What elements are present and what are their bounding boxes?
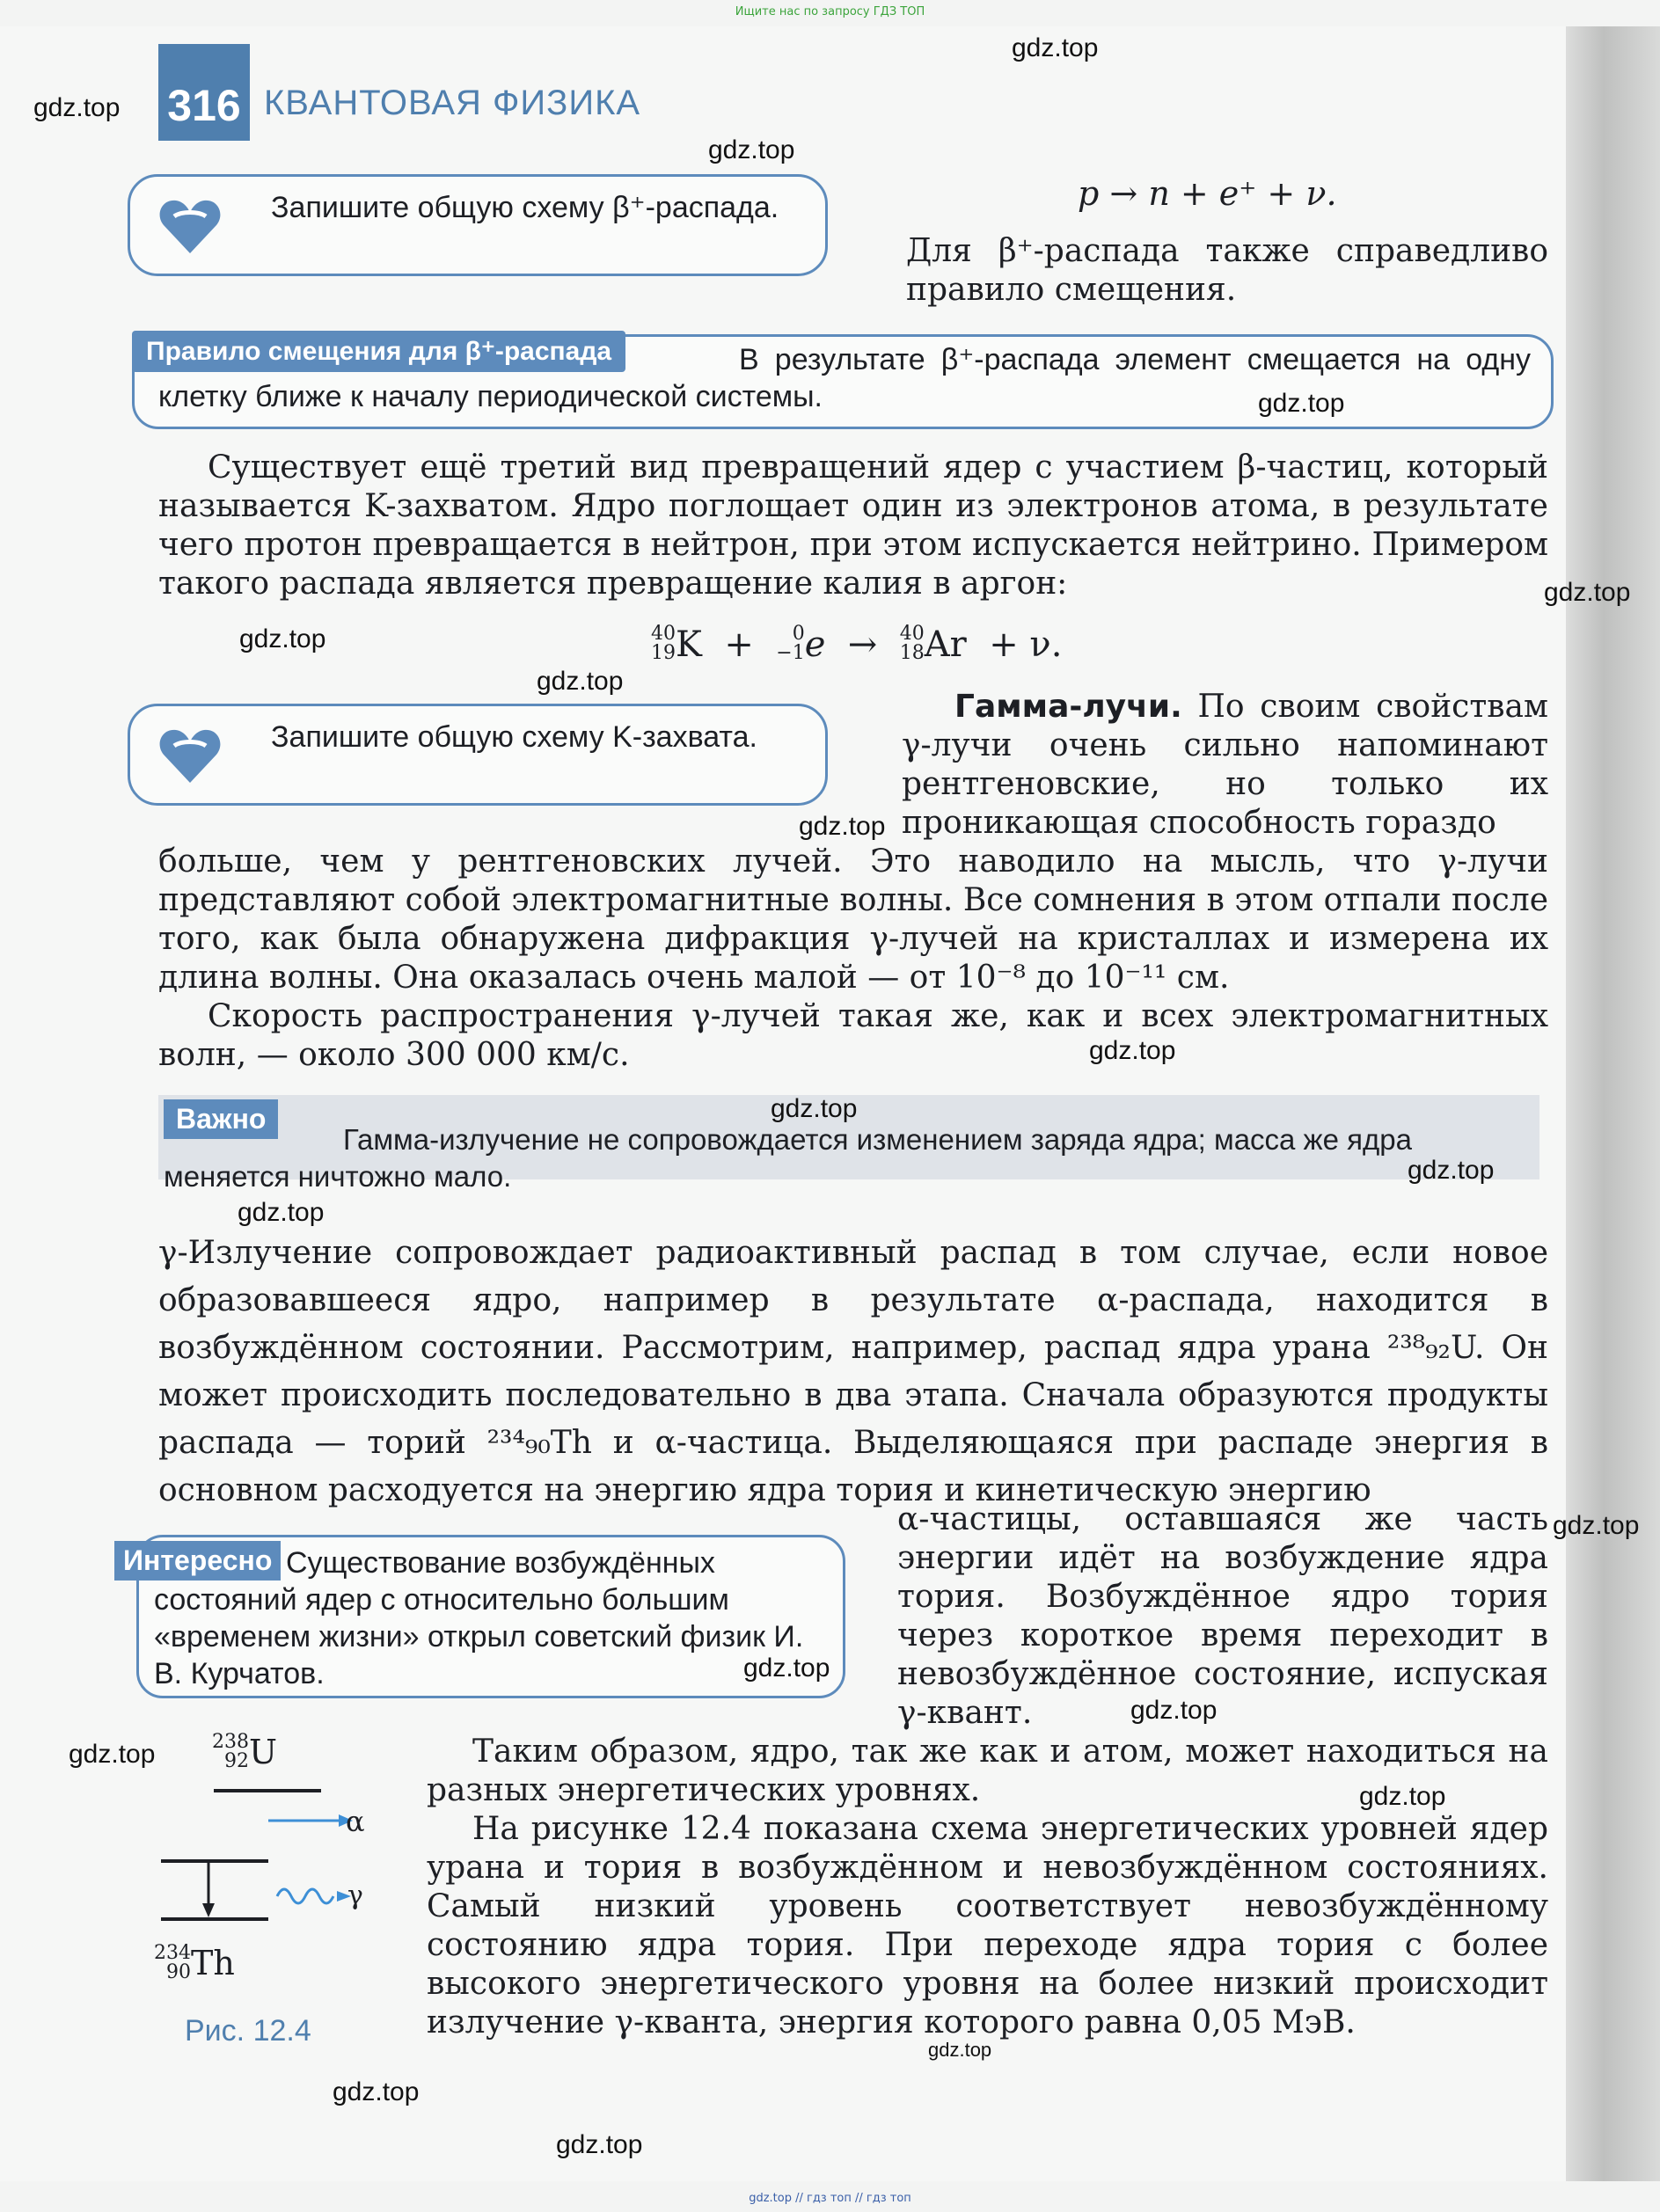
ar-mass: 40 [899, 623, 925, 645]
gamma-side-text: По своим свойствам γ-лучи очень сильно напоминают рентгеновские, но только их проникающая способность гораздо [902, 689, 1548, 841]
k-capture-formula: 40 19 K + 0 −1 e → 40 18 Ar + ν. [651, 623, 1063, 665]
ar-charge: 18 [899, 642, 925, 664]
question-text: Запишите общую схему K-захвата. [271, 720, 757, 754]
figure-caption: Рис. 12.4 [185, 2014, 311, 2048]
u-charge: 92 [224, 1750, 249, 1772]
watermark: gdz.top [928, 2039, 992, 2061]
watermark: gdz.top [556, 2130, 643, 2159]
important-text: Гамма-излучение не сопровождается изменением заряда ядра; масса же ядра меняется ничтожно мало. [164, 1123, 1412, 1193]
watermark: gdz.top [1408, 1156, 1495, 1185]
gamma-paragraph: больше, чем у рентгеновских лучей. Это наводило на мысль, что γ-лучи представляют собой электромагнитные волны. Все сомнения в этом отпали после того, как была обнаружена дифракция γ-лучей на кристаллах и измерена их длина волны. Она оказалась очень малой — от 10⁻⁸ до 10⁻¹¹ см. [158, 843, 1548, 996]
thorium-label [154, 1944, 235, 1982]
watermark: gdz.top [1130, 1696, 1218, 1725]
heart-icon [155, 719, 225, 790]
k-mass: 40 [651, 623, 676, 645]
gamma-paragraph-side [902, 688, 1548, 843]
beta-plus-note: Для β⁺-распада также справедливо правило смещения. [906, 233, 1548, 308]
page-edge [1566, 26, 1660, 2181]
u-symbol: U [249, 1733, 278, 1771]
ar-symbol: Ar [924, 624, 967, 665]
k-capture-paragraph: Существует ещё третий вид превращений ядер с участием β-частиц, который называется K-захватом. Ядро поглощает один из электронов атома, в результате чего протон превращается в нейтрон, при этом испускается нейтрино. Примером такого распада является превращение калия в аргон: [158, 449, 1548, 602]
k-symbol: K [676, 624, 702, 665]
watermark: gdz.top [239, 624, 326, 653]
levels-svg [154, 1785, 418, 1935]
heart-icon [155, 190, 225, 260]
watermark: gdz.top [743, 1654, 830, 1683]
watermark: gdz.top [1089, 1036, 1176, 1065]
e-symbol: e [804, 624, 826, 665]
uranium-label [212, 1733, 277, 1771]
question-box-k-capture [128, 704, 828, 806]
energy-level-diagram [154, 1733, 418, 1997]
transition-arrowhead [202, 1903, 215, 1917]
gamma-title: Гамма-лучи. [954, 689, 1182, 725]
interest-text: Существование возбуждённых состояний ядер с относительно большим «временем жизни» открыл советский физик И. В. Курчатов. [154, 1546, 804, 1690]
watermark: gdz.top [1544, 578, 1631, 607]
th-symbol: Th [191, 1944, 235, 1982]
interest-tag: Интересно [114, 1541, 281, 1581]
watermark: gdz.top [1553, 1511, 1640, 1540]
watermark: gdz.top [708, 135, 795, 164]
gamma-label: γ [347, 1880, 363, 1911]
chapter-header: КВАНТОВАЯ ФИЗИКА [264, 84, 641, 122]
speed-paragraph: Скорость распространения γ-лучей такая же, как и всех электромагнитных волн, — около 300 000 км/с. [158, 998, 1548, 1073]
rule-text: В результате β⁺-распада элемент смещается на одну клетку ближе к началу периодической системы. [158, 343, 1531, 413]
watermark: gdz.top [238, 1198, 325, 1227]
gamma-emission-paragraph: γ-Излучение сопровождает радиоактивный распад в том случае, если новое образовавшееся ядро, например в результате α-распада, находится в возбуждённом состоянии. Рассмотрим, например, распад ядра урана ²³⁸₉₂U. Он может происходить последовательно в два этапа. Сначала образуются продукты распада — торий ²³⁴₉₀Th и α-частица. Выделяющаяся при распаде энергия в основном расходуется на энергию ядра тория и кинетическую энергию [158, 1235, 1548, 1508]
watermark: gdz.top [69, 1740, 156, 1769]
levels-paragraph: Таким образом, ядро, так же как и атом, может находиться на разных энергетических уровнях. [427, 1734, 1548, 1808]
k-formula-tail: + ν. [989, 624, 1063, 665]
bottom-note: gdz.top // гдз топ // гдз топ [749, 2192, 911, 2205]
alpha-paragraph: α-частицы, оставшаяся же часть энергии идёт на возбуждение ядра тория. Возбуждённое ядро тория через короткое время переходит в невозбуждённое состояние, испуская γ-квант. [897, 1501, 1548, 1731]
u-mass: 238 [212, 1731, 249, 1753]
watermark: gdz.top [33, 93, 121, 122]
gamma-wave [277, 1889, 333, 1903]
alpha-label: α [346, 1805, 365, 1838]
watermark: gdz.top [1258, 389, 1345, 418]
watermark: gdz.top [799, 812, 886, 841]
beta-plus-formula: p → n + e⁺ + ν. [1078, 174, 1337, 213]
page-number: 316 [158, 44, 250, 141]
important-tag: Важно [164, 1099, 278, 1139]
k-charge: 19 [651, 642, 676, 664]
question-text: Запишите общую схему β⁺-распада. [271, 191, 779, 224]
th-mass: 234 [154, 1942, 191, 1964]
watermark: gdz.top [537, 667, 624, 696]
watermark: gdz.top [771, 1094, 858, 1123]
rule-tag: Правило смещения для β⁺-распада [132, 331, 625, 372]
top-note: Ищите нас по запросу ГДЗ ТОП [735, 5, 925, 18]
watermark: gdz.top [1359, 1782, 1446, 1811]
th-charge: 90 [166, 1961, 191, 1983]
question-box-beta-plus [128, 174, 828, 276]
watermark: gdz.top [1012, 33, 1099, 62]
e-mass: 0 [792, 623, 805, 645]
e-charge: −1 [776, 642, 805, 664]
figure-paragraph: На рисунке 12.4 показана схема энергетических уровней ядер урана и тория в возбуждённом и невозбуждённом состояниях. Самый низкий уровень соответствует невозбуждённому состоянию ядра тория. При переходе ядра тория с более высокого энергетического уровня на более низкий происходит излучение γ-кванта, энергия которого равна 0,05 МэВ. [427, 1811, 1548, 2040]
watermark: gdz.top [333, 2077, 420, 2106]
